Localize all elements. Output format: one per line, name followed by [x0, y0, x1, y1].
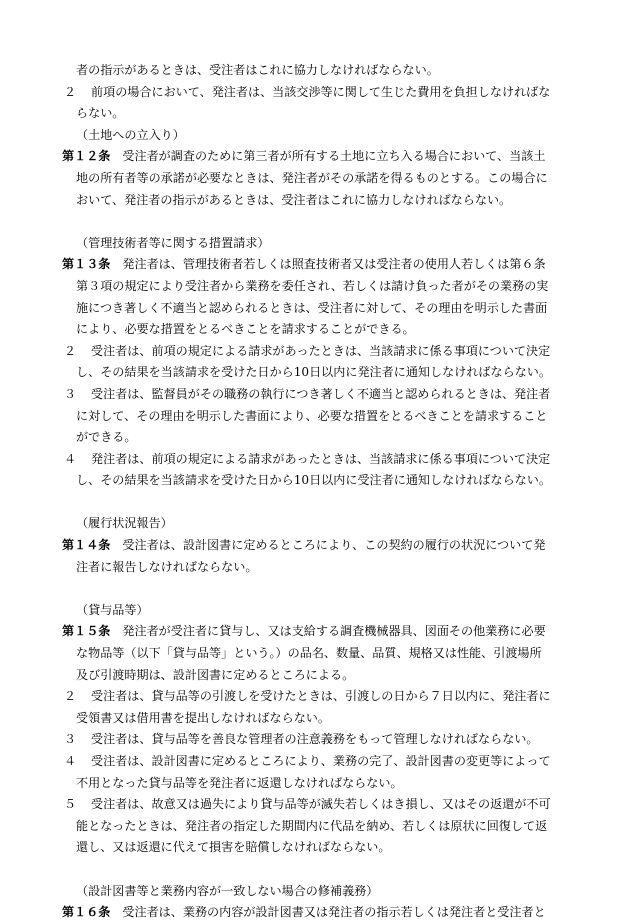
blank-line [62, 492, 582, 514]
line-text: 受注者が調査のために第三者が所有する土地に立ち入る場合において、当該土 [122, 149, 546, 164]
paragraph-line [62, 384, 582, 406]
paragraph-line [62, 82, 582, 104]
paragraph-number: ２ [64, 689, 77, 704]
paragraph-number: ４ [64, 451, 77, 466]
line-text: 施につき著しく不適当と認められるときは、受注者に対して、その理由を明示した書面 [76, 300, 548, 315]
paragraph-line [62, 708, 582, 730]
blank-line [62, 859, 582, 881]
article-line [62, 902, 582, 924]
paragraph-line [62, 103, 582, 125]
article-line [62, 168, 582, 190]
line-text: 第３項の規定により受注者から業務を委任され、若しくは請け負った者がその業務の実 [76, 278, 549, 293]
article-number: 第１２条 [62, 149, 111, 164]
paragraph-line [62, 449, 582, 471]
line-text: 能となったときは、発注者の指定した期間内に代品を納め、若しくは原状に回復して返 [76, 818, 548, 833]
article-number: 第１６条 [62, 905, 111, 920]
article-number: 第１４条 [62, 538, 111, 553]
line-text: ができる。 [76, 430, 137, 445]
article-line [62, 621, 582, 643]
line-text: 受注者は、前項の規定による請求があったときは、当該請求に係る事項について決定 [91, 343, 551, 358]
section-heading: （履行状況報告） [76, 516, 173, 531]
section-heading: （土地への立入り） [76, 127, 185, 142]
article-line [62, 535, 582, 557]
line-text: 受注者は、設計図書に定めるところにより、業務の完了、設計図書の変更等によって [91, 754, 551, 768]
article-line [62, 146, 582, 168]
line-text: し、その結果を当該請求を受けた日から10日以内に発注者に通知しなければならない。 [76, 365, 551, 380]
line-text: 発注者は、管理技術者若しくは照査技術者又は受注者の使用人若しくは第６条 [122, 257, 546, 272]
paragraph-line [62, 427, 582, 449]
article-number: 第１３条 [62, 257, 111, 272]
line-text: おいて、発注者の指示があるときは、受注者はこれに協力しなければならない。 [76, 192, 512, 207]
line-text: 発注者が受注者に貸与し、又は支給する調査機械器具、図面その他業務に必要 [122, 624, 546, 639]
line-text: 不用となった貸与品等を発注者に返還しなければならない。 [76, 775, 403, 790]
article-line [62, 643, 582, 665]
article-line [62, 298, 582, 320]
line-text: 受注者は、貸与品等を善良な管理者の注意義務をもって管理しなければならない。 [91, 732, 539, 747]
line-text: 受領書又は借用書を提出しなければならない。 [76, 710, 330, 725]
line-text: 受注者は、業務の内容が設計図書又は発注者の指示若しくは発注者と受注者と [122, 905, 546, 920]
document-body [62, 60, 582, 924]
line-text: な物品等（以下「貸与品等」という。）の品名、数量、品質、規格又は性能、引渡場所 [76, 646, 542, 661]
line-text: 受注者は、貸与品等の引渡しを受けたときは、引渡しの日から７日以内に、発注者に [91, 689, 551, 704]
section-heading: （設計図書等と業務内容が一致しない場合の修補義務） [76, 883, 379, 898]
line-text: に対して、その理由を明示した書面により、必要な措置をとるべきことを請求すること [76, 408, 548, 423]
paragraph-line [62, 794, 582, 816]
paragraph-line [62, 729, 582, 751]
line-text: 注者に報告しなければならない。 [76, 559, 258, 574]
paragraph-line [62, 406, 582, 428]
paragraph-number: ２ [64, 84, 77, 99]
paragraph-number: ５ [64, 797, 77, 812]
paragraph-number: ３ [64, 732, 77, 747]
paragraph-line [62, 816, 582, 838]
article-number: 第１５条 [62, 624, 111, 639]
paragraph-number: ３ [64, 386, 77, 401]
line-text: 発注者は、前項の規定による請求があったときは、当該請求に係る事項について決定 [91, 451, 551, 466]
article-line [62, 665, 582, 687]
article-line [62, 254, 582, 276]
paragraph-line [62, 837, 582, 859]
line-text: 受注者は、故意又は過失により貸与品等が滅失若しくはき損し、又はその返還が不可 [91, 797, 551, 812]
article-line [62, 319, 582, 341]
section-heading: （管理技術者等に関する措置請求） [76, 235, 270, 250]
paragraph-number: ４ [64, 754, 77, 768]
paragraph-line [62, 751, 582, 773]
article-line [62, 190, 582, 212]
line-text: し、その結果を当該請求を受けた日から10日以内に受注者に通知しなければならない。 [76, 473, 551, 488]
line-text: 受注者は、監督員がその職務の執行につき著しく不適当と認められるときは、発注者 [91, 386, 551, 401]
blank-line [62, 578, 582, 600]
paragraph-line [62, 470, 582, 492]
paragraph-line [62, 686, 582, 708]
paragraph-line [62, 362, 582, 384]
paragraph-line [62, 773, 582, 795]
line-text: 還し、又は返還に代えて損害を賠償しなければならない。 [76, 840, 391, 855]
text-line: 者の指示があるときは、受注者はこれに協力しなければならない。 [76, 63, 439, 77]
paragraph-number: ２ [64, 343, 77, 358]
line-text: 受注者は、設計図書に定めるところにより、この契約の履行の状況について発 [122, 538, 546, 553]
section-heading: （貸与品等） [76, 602, 149, 617]
article-line [62, 276, 582, 298]
blank-line [62, 211, 582, 233]
article-line [62, 557, 582, 579]
line-text: 前項の場合において、発注者は、当該交渉等に関して生じた費用を負担しなければな [91, 84, 551, 99]
paragraph-line [62, 341, 582, 363]
line-text: により、必要な措置をとるべきことを請求することができる。 [76, 322, 415, 337]
line-text: らない。 [76, 106, 125, 121]
line-text: 地の所有者等の承諾が必要なときは、発注者がその承諾を得るものとする。この場合に [76, 170, 548, 185]
line-text: 及び引渡時期は、設計図書に定めるところによる。 [76, 667, 355, 682]
